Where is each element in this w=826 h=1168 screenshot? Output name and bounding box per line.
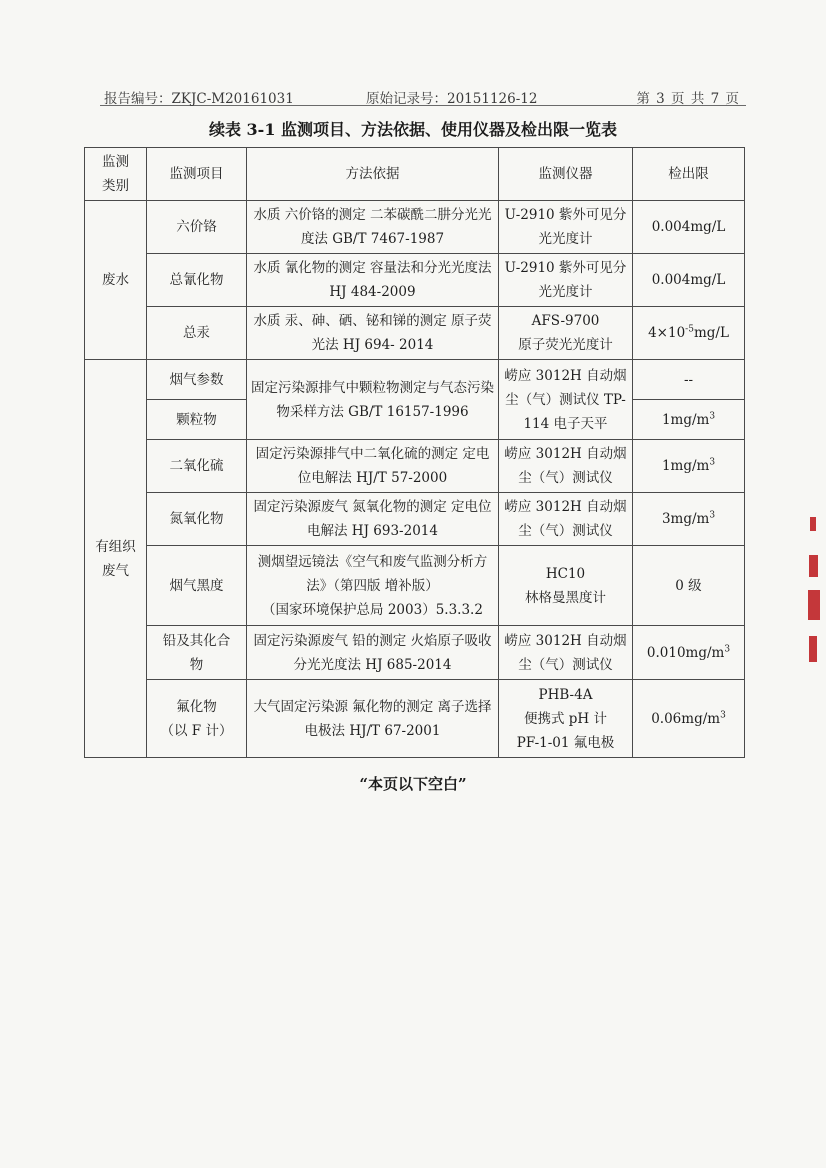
limit-cell: -- <box>633 360 745 400</box>
table-row <box>85 680 745 758</box>
header-limit: 检出限 <box>633 148 745 201</box>
limit-cell: 0 级 <box>633 546 745 626</box>
item-cell: 总汞 <box>147 307 247 360</box>
instrument-cell: PHB-4A 便携式 pH 计 PF-1-01 氟电极 <box>499 680 633 758</box>
table-title: 续表 3-1 监测项目、方法依据、使用仪器及检出限一览表 <box>208 120 618 139</box>
item-cell: 总氰化物 <box>147 254 247 307</box>
item-cell: 颗粒物 <box>147 400 247 440</box>
table-row <box>85 201 745 254</box>
stamp-fragment <box>809 636 817 662</box>
category-organized-exhaust: 有组织废气 <box>85 360 147 758</box>
stamp-fragment <box>810 517 816 531</box>
method-cell: 水质 汞、砷、硒、铋和锑的测定 原子荧光法 HJ 694- 2014 <box>247 307 499 360</box>
table-row <box>85 440 745 493</box>
limit-cell: 0.004mg/L <box>633 201 745 254</box>
stamp-fragment <box>809 555 818 577</box>
item-cell: 六价铬 <box>147 201 247 254</box>
item-cell: 烟气黑度 <box>147 546 247 626</box>
method-cell: 固定污染源排气中颗粒物测定与气态污染物采样方法 GB/T 16157-1996 <box>247 360 499 440</box>
header-category: 监测 类别 <box>85 148 147 201</box>
table-row <box>85 307 745 360</box>
instrument-cell: U-2910 紫外可见分光光度计 <box>499 201 633 254</box>
table-row <box>85 360 745 400</box>
limit-cell: $1mg/m^3$ <box>633 440 745 493</box>
header-instrument: 监测仪器 <box>499 148 633 201</box>
instrument-cell: AFS-9700 原子荧光光度计 <box>499 307 633 360</box>
instrument-cell: 崂应 3012H 自动烟尘（气）测试仪 <box>499 626 633 680</box>
table-row <box>85 254 745 307</box>
header-method: 方法依据 <box>247 148 499 201</box>
item-cell: 二氧化硫 <box>147 440 247 493</box>
table-row <box>85 493 745 546</box>
item-cell: 铅及其化合物 <box>147 626 247 680</box>
method-cell: 水质 氰化物的测定 容量法和分光光度法 HJ 484-2009 <box>247 254 499 307</box>
table-row <box>85 546 745 626</box>
method-cell: 固定污染源排气中二氧化硫的测定 定电位电解法 HJ/T 57-2000 <box>247 440 499 493</box>
method-cell: 水质 六价铬的测定 二苯碳酰二肼分光光度法 GB/T 7467-1987 <box>247 201 499 254</box>
table-row <box>85 626 745 680</box>
table-header-row <box>85 148 745 201</box>
blank-below-note: “本页以下空白” <box>359 775 467 793</box>
page-number: 第 3 页 共 7 页 <box>636 91 740 107</box>
method-cell: 大气固定污染源 氟化物的测定 离子选择电极法 HJ/T 67-2001 <box>247 680 499 758</box>
method-cell: 固定污染源废气 氮氧化物的测定 定电位电解法 HJ 693-2014 <box>247 493 499 546</box>
limit-cell: $0.06mg/m^3$ <box>633 680 745 758</box>
method-cell: 测烟望远镜法《空气和废气监测分析方法》（第四版 增补版） （国家环境保护总局 2003）5.3.3.2 <box>247 546 499 626</box>
header-item: 监测项目 <box>147 148 247 201</box>
limit-cell: $0.010mg/m^3$ <box>633 626 745 680</box>
instrument-cell: 崂应 3012H 自动烟尘（气）测试仪 TP-114 电子天平 <box>499 360 633 440</box>
item-cell: 烟气参数 <box>147 360 247 400</box>
instrument-cell: 崂应 3012H 自动烟尘（气）测试仪 <box>499 440 633 493</box>
item-cell: 氮氧化物 <box>147 493 247 546</box>
limit-cell: $3mg/m^3$ <box>633 493 745 546</box>
report-number: 报告编号：ZKJC-M20161031 <box>104 91 294 107</box>
monitoring-table <box>84 147 745 758</box>
instrument-cell: HC10 林格曼黑度计 <box>499 546 633 626</box>
stamp-fragment <box>808 590 820 620</box>
category-wastewater: 废水 <box>85 201 147 360</box>
instrument-cell: 崂应 3012H 自动烟尘（气）测试仪 <box>499 493 633 546</box>
item-cell: 氟化物 （以 F 计） <box>147 680 247 758</box>
limit-cell: $4\times 10^{-5}mg/L$ <box>633 307 745 360</box>
instrument-cell: U-2910 紫外可见分光光度计 <box>499 254 633 307</box>
limit-cell: $1mg/m^3$ <box>633 400 745 440</box>
method-cell: 固定污染源废气 铅的测定 火焰原子吸收分光光度法 HJ 685-2014 <box>247 626 499 680</box>
page-header <box>100 87 746 106</box>
limit-cell: 0.004mg/L <box>633 254 745 307</box>
record-number: 原始记录号：20151126-12 <box>366 91 538 107</box>
